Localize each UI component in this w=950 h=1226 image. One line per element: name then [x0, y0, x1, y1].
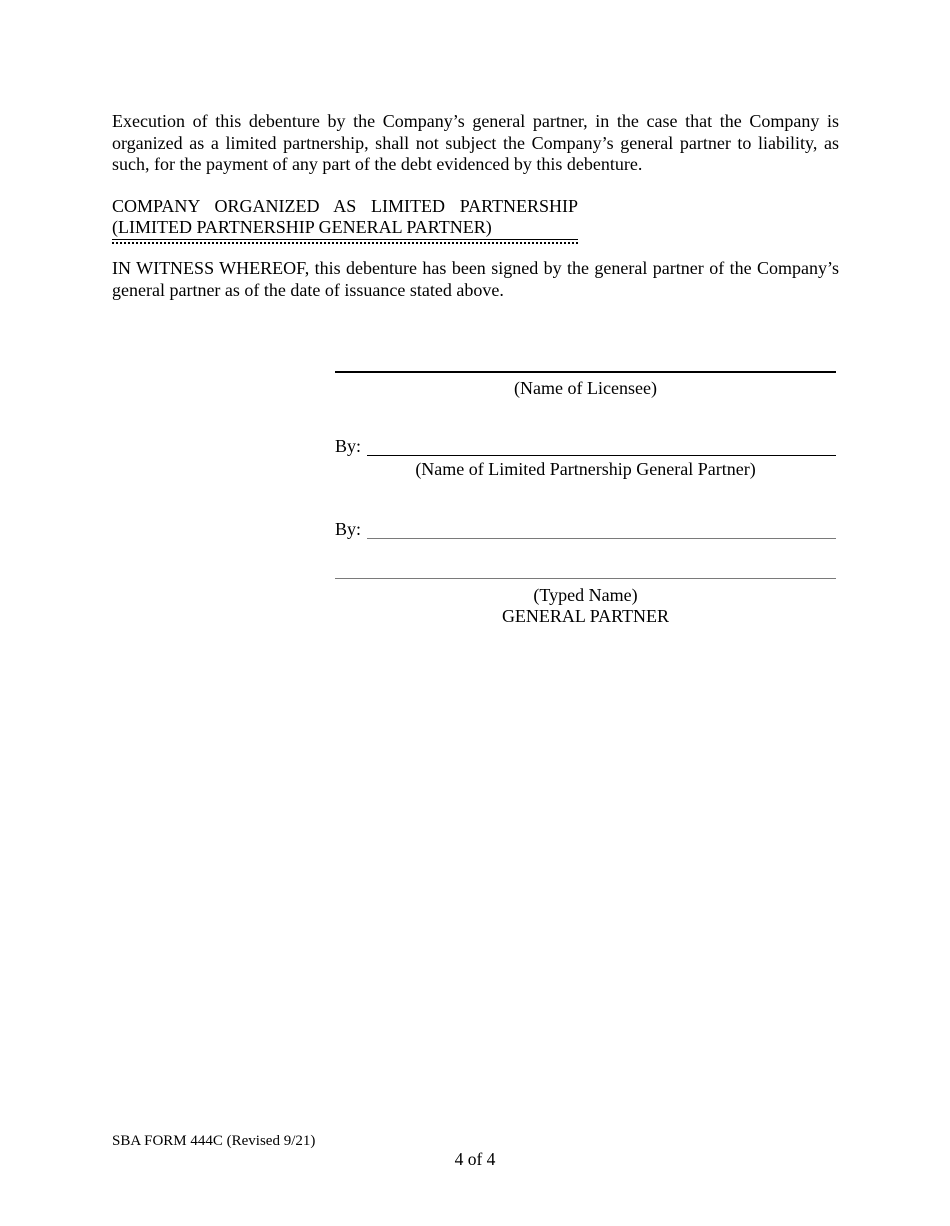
section-heading-line-1: COMPANY ORGANIZED AS LIMITED PARTNERSHIP	[112, 196, 578, 216]
by-label-1: By:	[335, 436, 362, 456]
by-row-general-partner-name	[335, 436, 836, 456]
licensee-name-label: (Name of Licensee)	[514, 378, 657, 398]
licensee-name-signature-line[interactable]	[335, 371, 836, 373]
dotted-rule	[112, 242, 578, 244]
footer-form-id: SBA FORM 444C (Revised 9/21)	[112, 1133, 316, 1149]
footer-page-number: 4 of 4	[454, 1149, 496, 1169]
gp-name-label: (Name of Limited Partnership General Partner)	[415, 459, 756, 479]
typed-name-label: (Typed Name)	[533, 585, 638, 605]
gp-name-fill-line[interactable]	[367, 436, 836, 456]
signature-fill-line[interactable]	[367, 519, 836, 539]
general-partner-title-label: GENERAL PARTNER	[501, 606, 670, 626]
typed-name-signature-line[interactable]	[335, 578, 836, 579]
execution-liability-paragraph: Execution of this debenture by the Company’s general partner, in the case that the Company is organized as a limited partnership, shall not subject the Company’s general partner to liability, as such, for the payment of any part of the debt evidenced by this debenture.	[112, 111, 839, 175]
section-heading	[112, 196, 578, 244]
section-heading-line-2: (LIMITED PARTNERSHIP GENERAL PARTNER)	[112, 217, 578, 240]
by-label-2: By:	[335, 519, 362, 539]
witness-whereof-paragraph: IN WITNESS WHEREOF, this debenture has been signed by the general partner of the Company’s general partner as of the date of issuance stated above.	[112, 258, 839, 300]
by-row-signature	[335, 519, 836, 539]
